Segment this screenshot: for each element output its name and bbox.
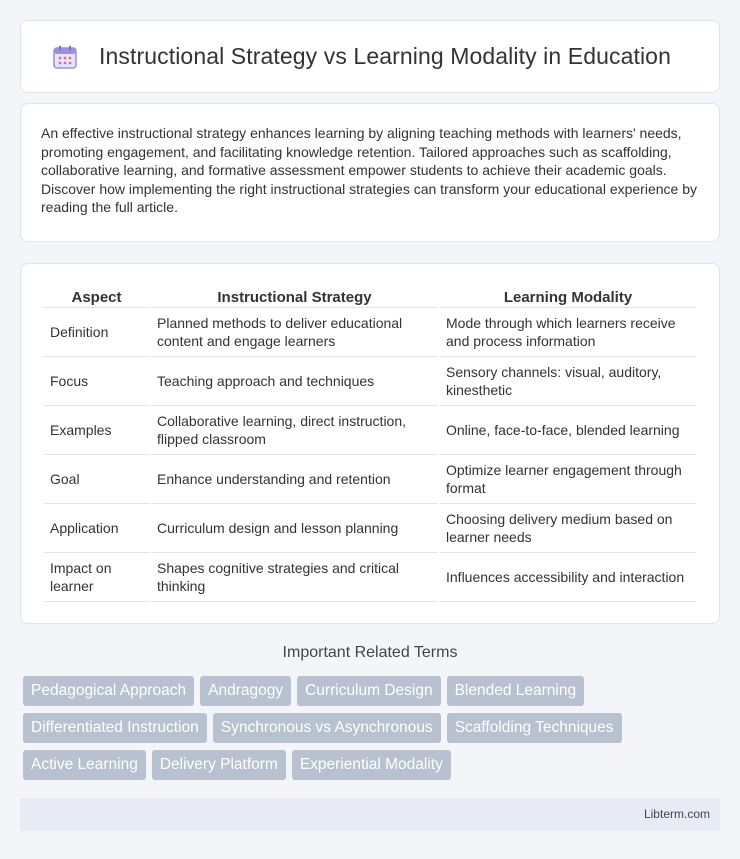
- cell-strategy: Enhance understanding and retention: [151, 455, 438, 504]
- table-row: [44, 308, 696, 357]
- tag-curriculum-design[interactable]: Curriculum Design: [297, 676, 440, 706]
- table-row: [44, 357, 696, 406]
- tag-scaffolding-techniques[interactable]: Scaffolding Techniques: [447, 713, 622, 743]
- tag-synchronous-vs-asynchronous[interactable]: Synchronous vs Asynchronous: [213, 713, 441, 743]
- related-terms-section: [20, 644, 720, 780]
- cell-modality: Sensory channels: visual, auditory, kinesthetic: [440, 357, 696, 406]
- tag-experiential-modality[interactable]: Experiential Modality: [292, 750, 451, 780]
- footer: [20, 798, 720, 831]
- related-terms-title: Important Related Terms: [282, 644, 458, 661]
- intro-text: An effective instructional strategy enhances learning by aligning teaching methods with learners' needs, promoting engagement, and facilitating knowledge retention. Tailored approaches such as scaffolding, collaborative learning, and formative assessment empower students to achieve their academic goals. Discover how implementing the right instructional strategies can transform your educational experience by reading the full article.: [41, 125, 697, 215]
- cell-aspect: Goal: [44, 455, 149, 504]
- cell-modality: Influences accessibility and interaction: [440, 553, 696, 602]
- table-header-row: [44, 284, 696, 308]
- related-terms-list: [20, 676, 720, 780]
- cell-aspect: Focus: [44, 357, 149, 406]
- table-row: [44, 455, 696, 504]
- header-aspect: Aspect: [44, 284, 149, 308]
- page-title: Instructional Strategy vs Learning Modality in Education: [99, 43, 671, 69]
- header-card: [20, 20, 720, 93]
- cell-strategy: Curriculum design and lesson planning: [151, 504, 438, 553]
- intro-card: [20, 103, 720, 242]
- cell-strategy: Collaborative learning, direct instruction, flipped classroom: [151, 406, 438, 455]
- cell-modality: Optimize learner engagement through format: [440, 455, 696, 504]
- cell-strategy: Shapes cognitive strategies and critical thinking: [151, 553, 438, 602]
- footer-site-name[interactable]: Libterm.com: [643, 807, 710, 821]
- tag-andragogy[interactable]: Andragogy: [200, 676, 291, 706]
- tag-delivery-platform[interactable]: Delivery Platform: [152, 750, 286, 780]
- cell-strategy: Teaching approach and techniques: [151, 357, 438, 406]
- cell-aspect: Definition: [44, 308, 149, 357]
- tag-active-learning[interactable]: Active Learning: [23, 750, 146, 780]
- cell-aspect: Examples: [44, 406, 149, 455]
- cell-modality: Choosing delivery medium based on learner needs: [440, 504, 696, 553]
- table-row: [44, 504, 696, 553]
- table-row: [44, 406, 696, 455]
- comparison-card: [20, 263, 720, 624]
- tag-differentiated-instruction[interactable]: Differentiated Instruction: [23, 713, 207, 743]
- cell-modality: Online, face-to-face, blended learning: [440, 406, 696, 455]
- header-instructional-strategy: Instructional Strategy: [151, 284, 438, 308]
- cell-strategy: Planned methods to deliver educational content and engage learners: [151, 308, 438, 357]
- calendar-icon: [51, 43, 79, 71]
- table-row: [44, 553, 696, 602]
- comparison-table: [42, 284, 698, 602]
- cell-modality: Mode through which learners receive and process information: [440, 308, 696, 357]
- tag-blended-learning[interactable]: Blended Learning: [447, 676, 585, 706]
- tag-pedagogical-approach[interactable]: Pedagogical Approach: [23, 676, 194, 706]
- cell-aspect: Impact on learner: [44, 553, 149, 602]
- header-learning-modality: Learning Modality: [440, 284, 696, 308]
- cell-aspect: Application: [44, 504, 149, 553]
